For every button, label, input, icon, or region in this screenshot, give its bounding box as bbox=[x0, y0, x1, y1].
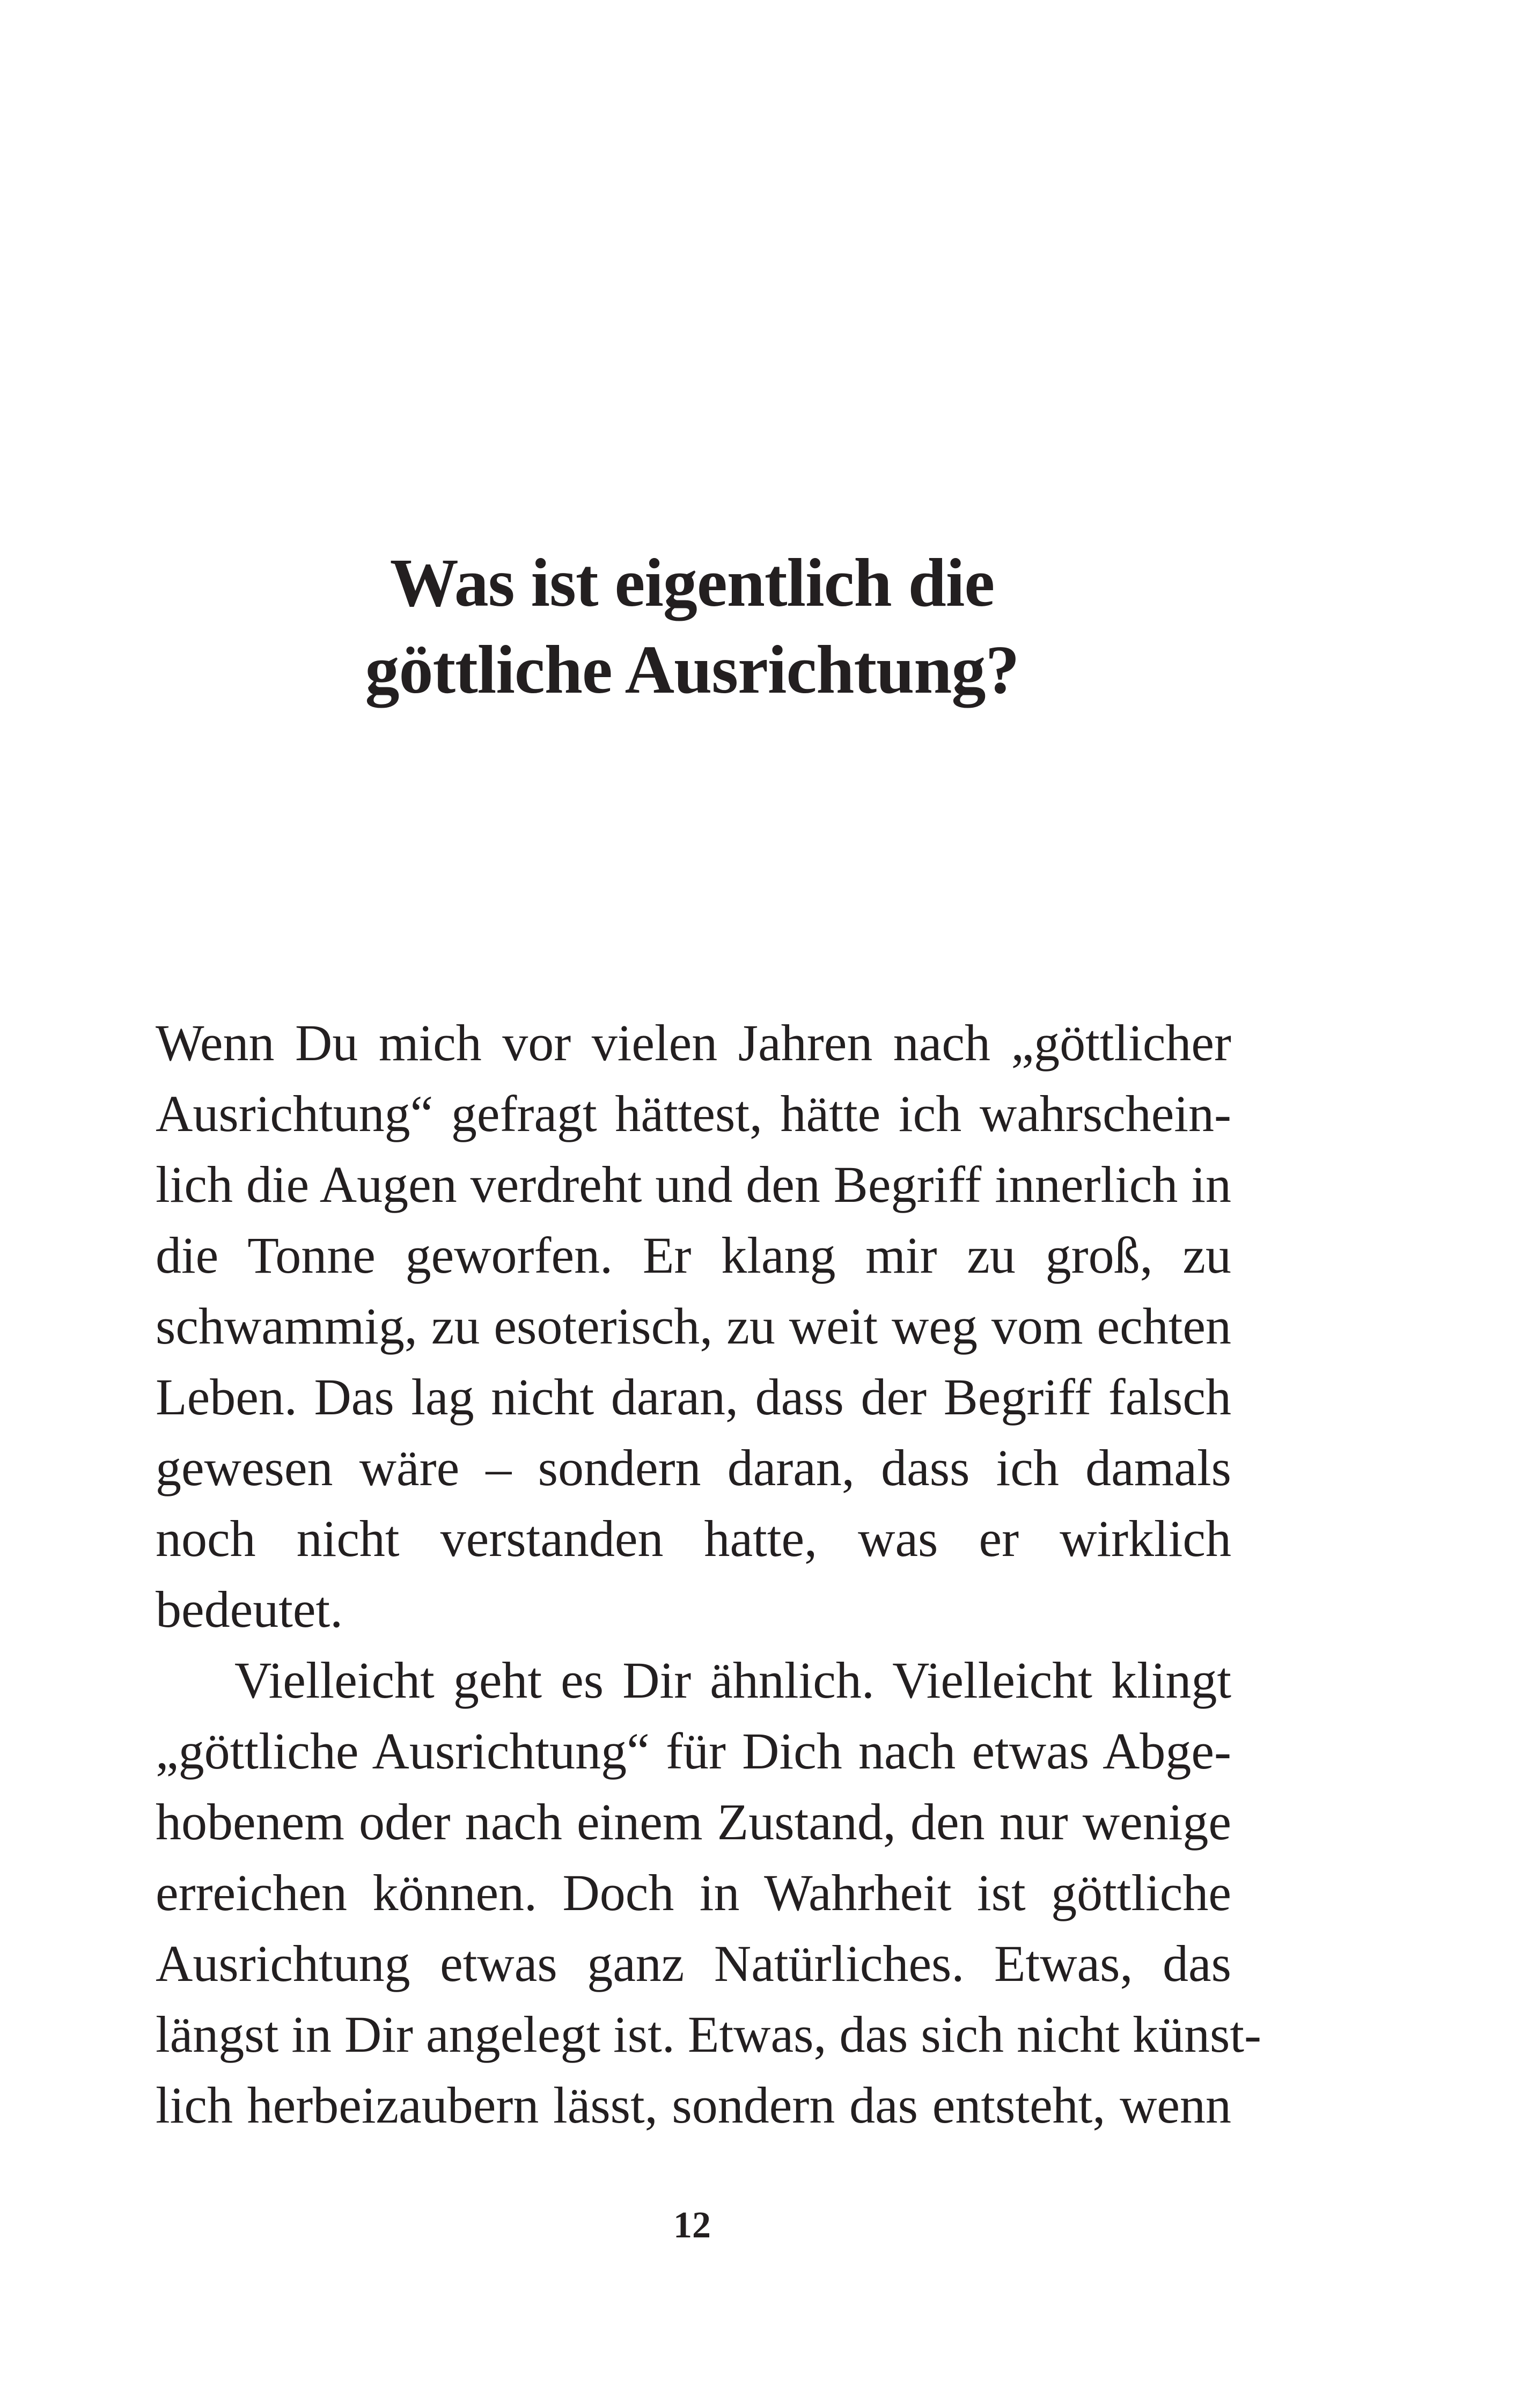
paragraph-2-line-7: lich herbeizaubern lässt, sondern das entsteht, wenn bbox=[156, 2076, 1231, 2134]
paragraph-2-line-1: Vielleicht geht es Dir ähnlich. Vielleicht klingt bbox=[234, 1651, 1231, 1709]
paragraph-1-line-2: Ausrichtung“ gefragt hättest, hätte ich wahrschein- bbox=[156, 1085, 1231, 1142]
chapter-title bbox=[0, 539, 1384, 713]
paragraph-1-line-3: lich die Augen verdreht und den Begriff innerlich in bbox=[156, 1156, 1231, 1213]
chapter-title-line-1: Was ist eigentlich die bbox=[390, 545, 995, 621]
chapter-title-line-2: göttliche Ausrichtung? bbox=[365, 632, 1019, 708]
paragraph-2-line-6: längst in Dir angelegt ist. Etwas, das sich nicht künst- bbox=[156, 2006, 1261, 2063]
paragraph-1-line-9: bedeutet. bbox=[156, 1581, 343, 1638]
paragraph-2-line-4: erreichen können. Doch in Wahrheit ist göttliche bbox=[156, 1864, 1231, 1921]
paragraph-2-line-5: Ausrichtung etwas ganz Natürliches. Etwas, das bbox=[156, 1935, 1231, 1992]
paragraph-1-line-1: Wenn Du mich vor vielen Jahren nach „göttlicher bbox=[156, 1014, 1231, 1071]
paragraph-1-line-6: Leben. Das lag nicht daran, dass der Begriff falsch bbox=[156, 1368, 1231, 1426]
paragraph-2-line-3: hobenem oder nach einem Zustand, den nur wenige bbox=[156, 1793, 1231, 1851]
paragraph-1-line-8: noch nicht verstanden hatte, was er wirklich bbox=[156, 1510, 1231, 1567]
body-text bbox=[156, 1008, 1261, 2141]
paragraph-1-line-4: die Tonne geworfen. Er klang mir zu groß, zu bbox=[156, 1227, 1231, 1284]
paragraph-1-line-5: schwammig, zu esoterisch, zu weit weg vom echten bbox=[156, 1297, 1231, 1355]
paragraph-1-line-7: gewesen wäre – sondern daran, dass ich damals bbox=[156, 1439, 1231, 1496]
paragraph-2-line-2: „göttliche Ausrichtung“ für Dich nach etwas Abge- bbox=[156, 1722, 1231, 1780]
page-number: 12 bbox=[673, 2205, 711, 2246]
